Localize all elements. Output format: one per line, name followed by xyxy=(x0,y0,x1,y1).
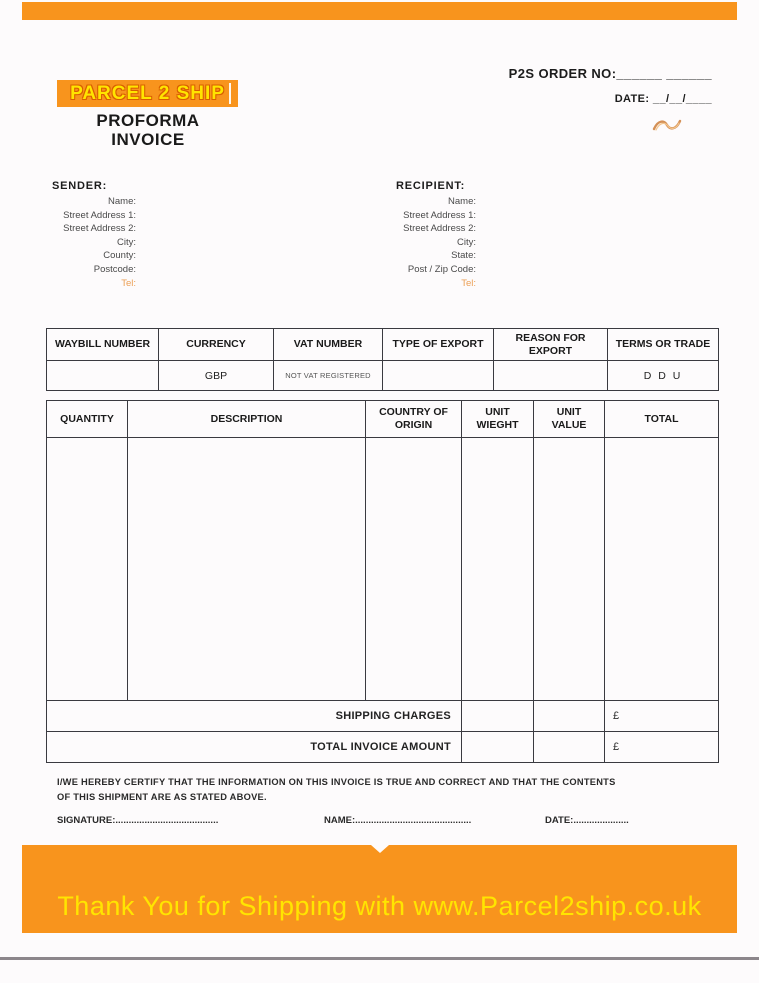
certification-line-2: OF THIS SHIPMENT ARE AS STATED ABOVE. xyxy=(57,791,267,802)
country-of-origin-header: COUNTRY OF ORIGIN xyxy=(366,401,462,438)
quantity-cell xyxy=(47,438,128,701)
recipient-street1-label: Street Address 1: xyxy=(403,209,476,221)
recipient-zip-label: Post / Zip Code: xyxy=(407,263,476,275)
currency-value: GBP xyxy=(159,361,274,391)
reason-for-export-value xyxy=(494,361,608,391)
top-accent-bar xyxy=(22,2,737,20)
shipping-unit-value-cell xyxy=(534,701,605,732)
details-header-row xyxy=(47,329,719,361)
footer-banner xyxy=(22,845,737,933)
description-cell xyxy=(128,438,366,701)
recipient-heading: RECIPIENT: xyxy=(396,180,466,192)
certification-statement xyxy=(57,775,707,804)
certification-line-1: I/WE HEREBY CERTIFY THAT THE INFORMATION ON THIS INVOICE IS TRUE AND CORRECT AND THAT THE CONTENTS xyxy=(57,777,616,787)
terms-or-trade-value: D D U xyxy=(608,361,719,391)
details-value-row xyxy=(47,361,719,391)
date-signed-field: DATE:..................... xyxy=(545,815,629,826)
sender-heading: SENDER: xyxy=(52,180,108,192)
footer-notch xyxy=(371,845,389,853)
parcel2ship-logo xyxy=(57,80,238,107)
total-cell xyxy=(605,438,719,701)
recipient-block xyxy=(390,180,476,290)
recipient-state-label: State: xyxy=(451,250,476,262)
sender-tel-label: Tel: xyxy=(121,277,136,289)
total-unit-value-cell xyxy=(534,732,605,763)
swirl-decoration-icon xyxy=(651,117,683,138)
shipping-unit-weight-cell xyxy=(462,701,534,732)
waybill-number-header: WAYBILL NUMBER xyxy=(47,329,159,361)
sender-field-labels xyxy=(50,195,136,290)
total-invoice-amount: £ xyxy=(605,732,719,763)
description-header: DESCRIPTION xyxy=(128,401,366,438)
date-field: DATE: __/__/____ xyxy=(614,93,712,105)
sender-county-label: County: xyxy=(103,250,136,262)
sender-postcode-label: Postcode: xyxy=(93,263,136,275)
type-of-export-header: TYPE OF EXPORT xyxy=(383,329,494,361)
waybill-number-value xyxy=(47,361,159,391)
bottom-divider xyxy=(0,957,759,960)
logo-text: PARCEL 2 SHIP xyxy=(70,82,225,104)
terms-or-trade-header: TERMS OR TRADE xyxy=(608,329,719,361)
total-unit-weight-cell xyxy=(462,732,534,763)
total-invoice-label: TOTAL INVOICE AMOUNT xyxy=(47,732,462,763)
sender-name-label: Name: xyxy=(108,196,136,207)
items-header-row xyxy=(47,401,719,438)
name-field: NAME:............................................ xyxy=(324,815,472,826)
items-body-row xyxy=(47,438,719,701)
unit-value-header: UNIT VALUE xyxy=(534,401,605,438)
unit-weight-cell xyxy=(462,438,534,701)
recipient-street2-label: Street Address 2: xyxy=(403,223,476,235)
total-header: TOTAL xyxy=(605,401,719,438)
recipient-field-labels xyxy=(390,195,476,290)
type-of-export-value xyxy=(383,361,494,391)
sender-street2-label: Street Address 2: xyxy=(63,223,136,235)
title-line-2: INVOICE xyxy=(111,130,185,149)
quantity-header: QUANTITY xyxy=(47,401,128,438)
unit-value-cell xyxy=(534,438,605,701)
unit-weight-header: UNIT WIEGHT xyxy=(462,401,534,438)
sender-street1-label: Street Address 1: xyxy=(63,209,136,221)
total-invoice-row xyxy=(47,732,719,763)
sender-block xyxy=(50,180,136,290)
currency-header: CURRENCY xyxy=(159,329,274,361)
shipping-charges-label: SHIPPING CHARGES xyxy=(47,701,462,732)
shipping-charges-row xyxy=(47,701,719,732)
signature-field: SIGNATURE:....................................... xyxy=(57,815,219,826)
sender-city-label: City: xyxy=(117,236,136,248)
shipment-details-table xyxy=(46,328,719,391)
vat-number-header: VAT NUMBER xyxy=(274,329,383,361)
vat-number-value: NOT VAT REGISTERED xyxy=(274,361,383,391)
title-line-1: PROFORMA xyxy=(96,111,200,130)
country-of-origin-cell xyxy=(366,438,462,701)
footer-message: Thank You for Shipping with www.Parcel2ship.co.uk xyxy=(57,891,702,921)
recipient-city-label: City: xyxy=(457,236,476,248)
p2s-order-number-field: P2S ORDER NO:______ ______ xyxy=(508,66,712,81)
document-title xyxy=(58,111,238,149)
shipping-charges-amount: £ xyxy=(605,701,719,732)
recipient-tel-label: Tel: xyxy=(461,277,476,289)
line-items-table xyxy=(46,400,719,763)
recipient-name-label: Name: xyxy=(448,196,476,207)
reason-for-export-header: REASON FOR EXPORT xyxy=(494,329,608,361)
